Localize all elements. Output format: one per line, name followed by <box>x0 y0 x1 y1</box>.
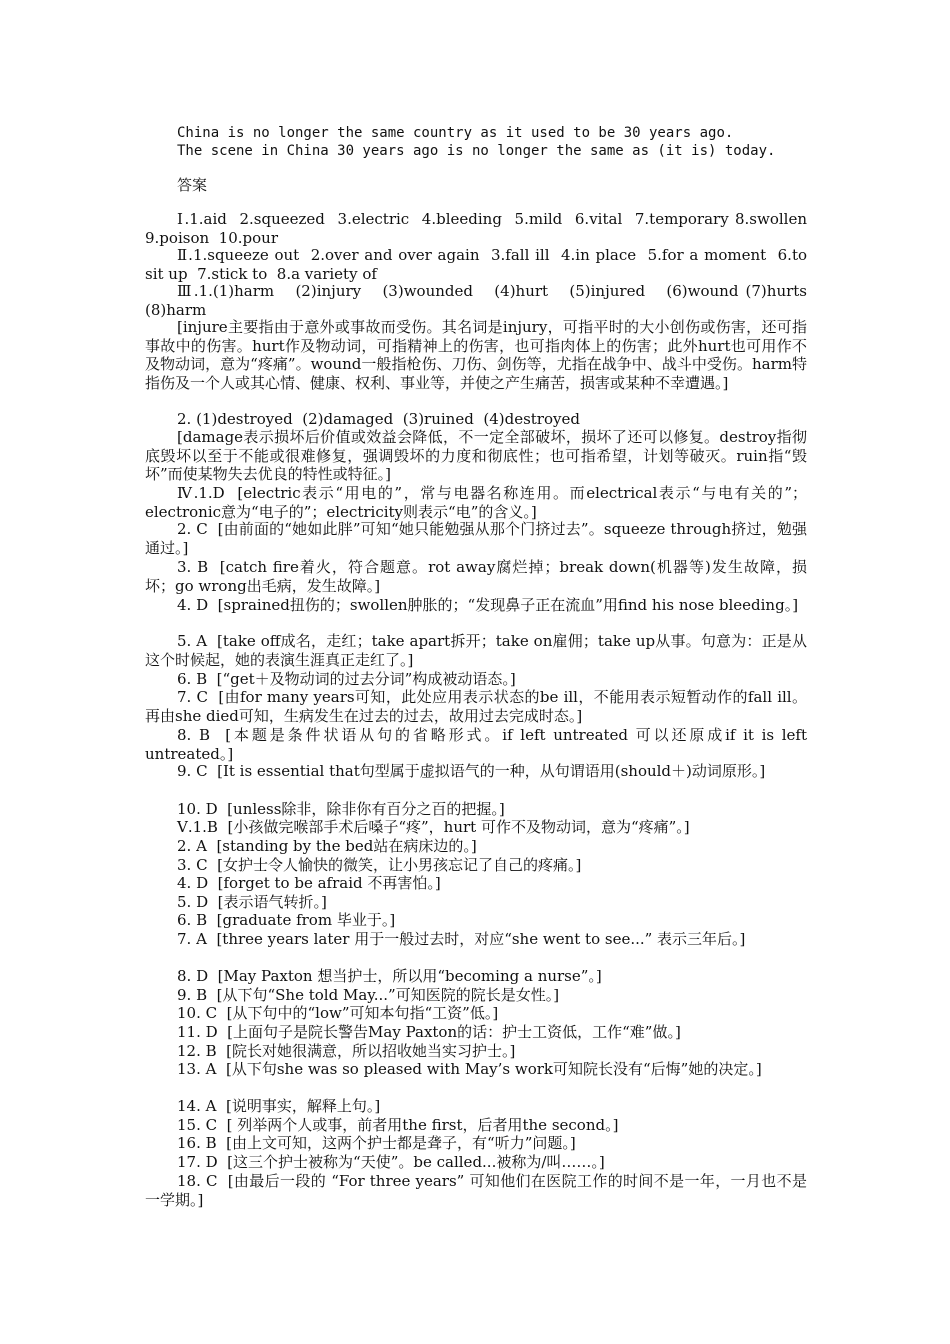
answer-5-14: 14. A [说明事实，解释上句。] <box>177 1097 381 1115</box>
answer-4-3: 3. B [catch fire着火，符合题意。rot away腐烂掉；break down(机器等)发生故障，损坏；go wrong出毛病，发生故障。] <box>145 558 807 595</box>
answer-5-18: 18. C [由最后一段的 “For three years” 可知他们在医院工作的时间不是一年，一月也不是一学期。] <box>145 1172 807 1209</box>
answer-5-12: 12. B [院长对她很满意，所以招收她当实习护士。] <box>177 1042 516 1060</box>
answer-5-11: 11. D [上面句子是院长警告May Paxton的话：护士工资低，工作“难”做。] <box>177 1023 681 1041</box>
answers-heading: 答案 <box>177 176 208 194</box>
answer-5-1: Ⅴ.1.B [小孩做完喉部手术后嗓子“疼”，hurt 可作不及物动词，意为“疼痛”。] <box>177 818 690 836</box>
answer-5-10: 10. C [从下句中的“low”可知本句指“工资”低。] <box>177 1004 499 1022</box>
answer-4-8: 8. B [本题是条件状语从句的省略形式。if left untreated 可以还原成if it is left untreated。] <box>145 726 812 763</box>
answer-5-2: 2. A [standing by the bed站在病床边的。] <box>177 837 477 855</box>
answer-4-9: 9. C [It is essential that句型属于虚拟语气的一种，从句谓语用(should＋)动词原形。] <box>177 762 766 780</box>
intro-line-1: China is no longer the same country as it used to be 30 years ago. <box>177 125 734 141</box>
answer-5-6: 6. B [graduate from 毕业于。] <box>177 911 396 929</box>
answer-5-7: 7. A [three years later 用于一般过去时，对应“she went to see...” 表示三年后。] <box>177 930 746 948</box>
answer-section-2: Ⅱ.1.squeeze out 2.over and over again 3.fall ill 4.in place 5.for a moment 6.to sit up 7.stick to 8.a variety of <box>145 246 812 283</box>
answer-4-1: Ⅳ.1.D [electric表示“用电的”，常与电器名称连用。而electrical表示“与电有关的”；electronic意为“电子的”；electricity则表示“电”的含义。] <box>145 484 807 521</box>
answer-5-15: 15. C [ 列举两个人或事，前者用the first，后者用the second。] <box>177 1116 619 1134</box>
answer-4-4: 4. D [sprained扭伤的；swollen肿胀的；“发现鼻子正在流血”用find his nose bleeding。] <box>177 596 799 614</box>
answer-damage: 2. (1)destroyed (2)damaged (3)ruined (4)destroyed <box>177 410 580 428</box>
answer-5-4: 4. D [forget to be afraid 不再害怕。] <box>177 874 441 892</box>
answer-section-1: Ⅰ.1.aid 2.squeezed 3.electric 4.bleeding 5.mild 6.vital 7.temporary 8.swollen 9.poison 10.pour <box>145 210 817 247</box>
intro-line-2: The scene in China 30 years ago is no longer the same as (it is) today. <box>177 143 776 159</box>
answer-4-7: 7. C [由for many years可知，此处应用表示状态的be ill，不能用表示短暂动作的fall ill。再由she died可知，生病发生在过去的过去，故用过去完成时态。] <box>145 688 807 725</box>
answer-4-2: 2. C [由前面的“她如此胖”可知“她只能勉强从那个门挤过去”。squeeze through挤过，勉强通过。] <box>145 520 807 557</box>
answer-5-9: 9. B [从下句“She told May...”可知医院的院长是女性。] <box>177 986 560 1004</box>
answer-section-3: Ⅲ.1.(1)harm (2)injury (3)wounded (4)hurt (5)injured (6)wound (7)hurts (8)harm <box>145 282 817 319</box>
explanation-injure: [injure主要指由于意外或事故而受伤。其名词是injury，可指平时的大小创伤或伤害，还可指事故中的伤害。hurt作及物动词，可指精神上的伤害，也可指肉体上的伤害；此外hurt也可用作不及物动词，意为“疼痛”。wound一般指枪伤、刀伤、剑伤等，尤指在战争中、战斗中受伤。harm特指伤及一个人或其心情、健康、权利、事业等，并使之产生痛苦，损害或某种不幸遭遇。] <box>145 318 807 392</box>
answer-5-17: 17. D [这三个护士被称为“天使”。be called...被称为/叫……。] <box>177 1153 605 1171</box>
answer-5-8: 8. D [May Paxton 想当护士，所以用“becoming a nurse”。] <box>177 967 602 985</box>
answer-4-10: 10. D [unless除非，除非你有百分之百的把握。] <box>177 800 505 818</box>
answer-5-16: 16. B [由上文可知，这两个护士都是聋子，有“听力”问题。] <box>177 1134 576 1152</box>
answer-4-5: 5. A [take off成名，走红；take apart拆开；take on雇佣；take up从事。句意为：正是从这个时候起，她的表演生涯真正走红了。] <box>145 632 807 669</box>
answer-5-13: 13. A [从下句she was so pleased with May’s work可知院长没有“后悔”她的决定。] <box>177 1060 762 1078</box>
answer-5-3: 3. C [女护士令人愉快的微笑，让小男孩忘记了自己的疼痛。] <box>177 856 582 874</box>
explanation-damage: [damage表示损坏后价值或效益会降低，不一定全部破坏，损坏了还可以修复。destroy指彻底毁坏以至于不能或很难修复，强调毁坏的力度和彻底性；也可指希望，计划等破灭。ruin指“毁坏”而使某物失去优良的特性或特征。] <box>145 428 807 484</box>
answer-4-6: 6. B [“get＋及物动词的过去分词”构成被动语态。] <box>177 670 516 688</box>
answer-5-5: 5. D [表示语气转折。] <box>177 893 327 911</box>
